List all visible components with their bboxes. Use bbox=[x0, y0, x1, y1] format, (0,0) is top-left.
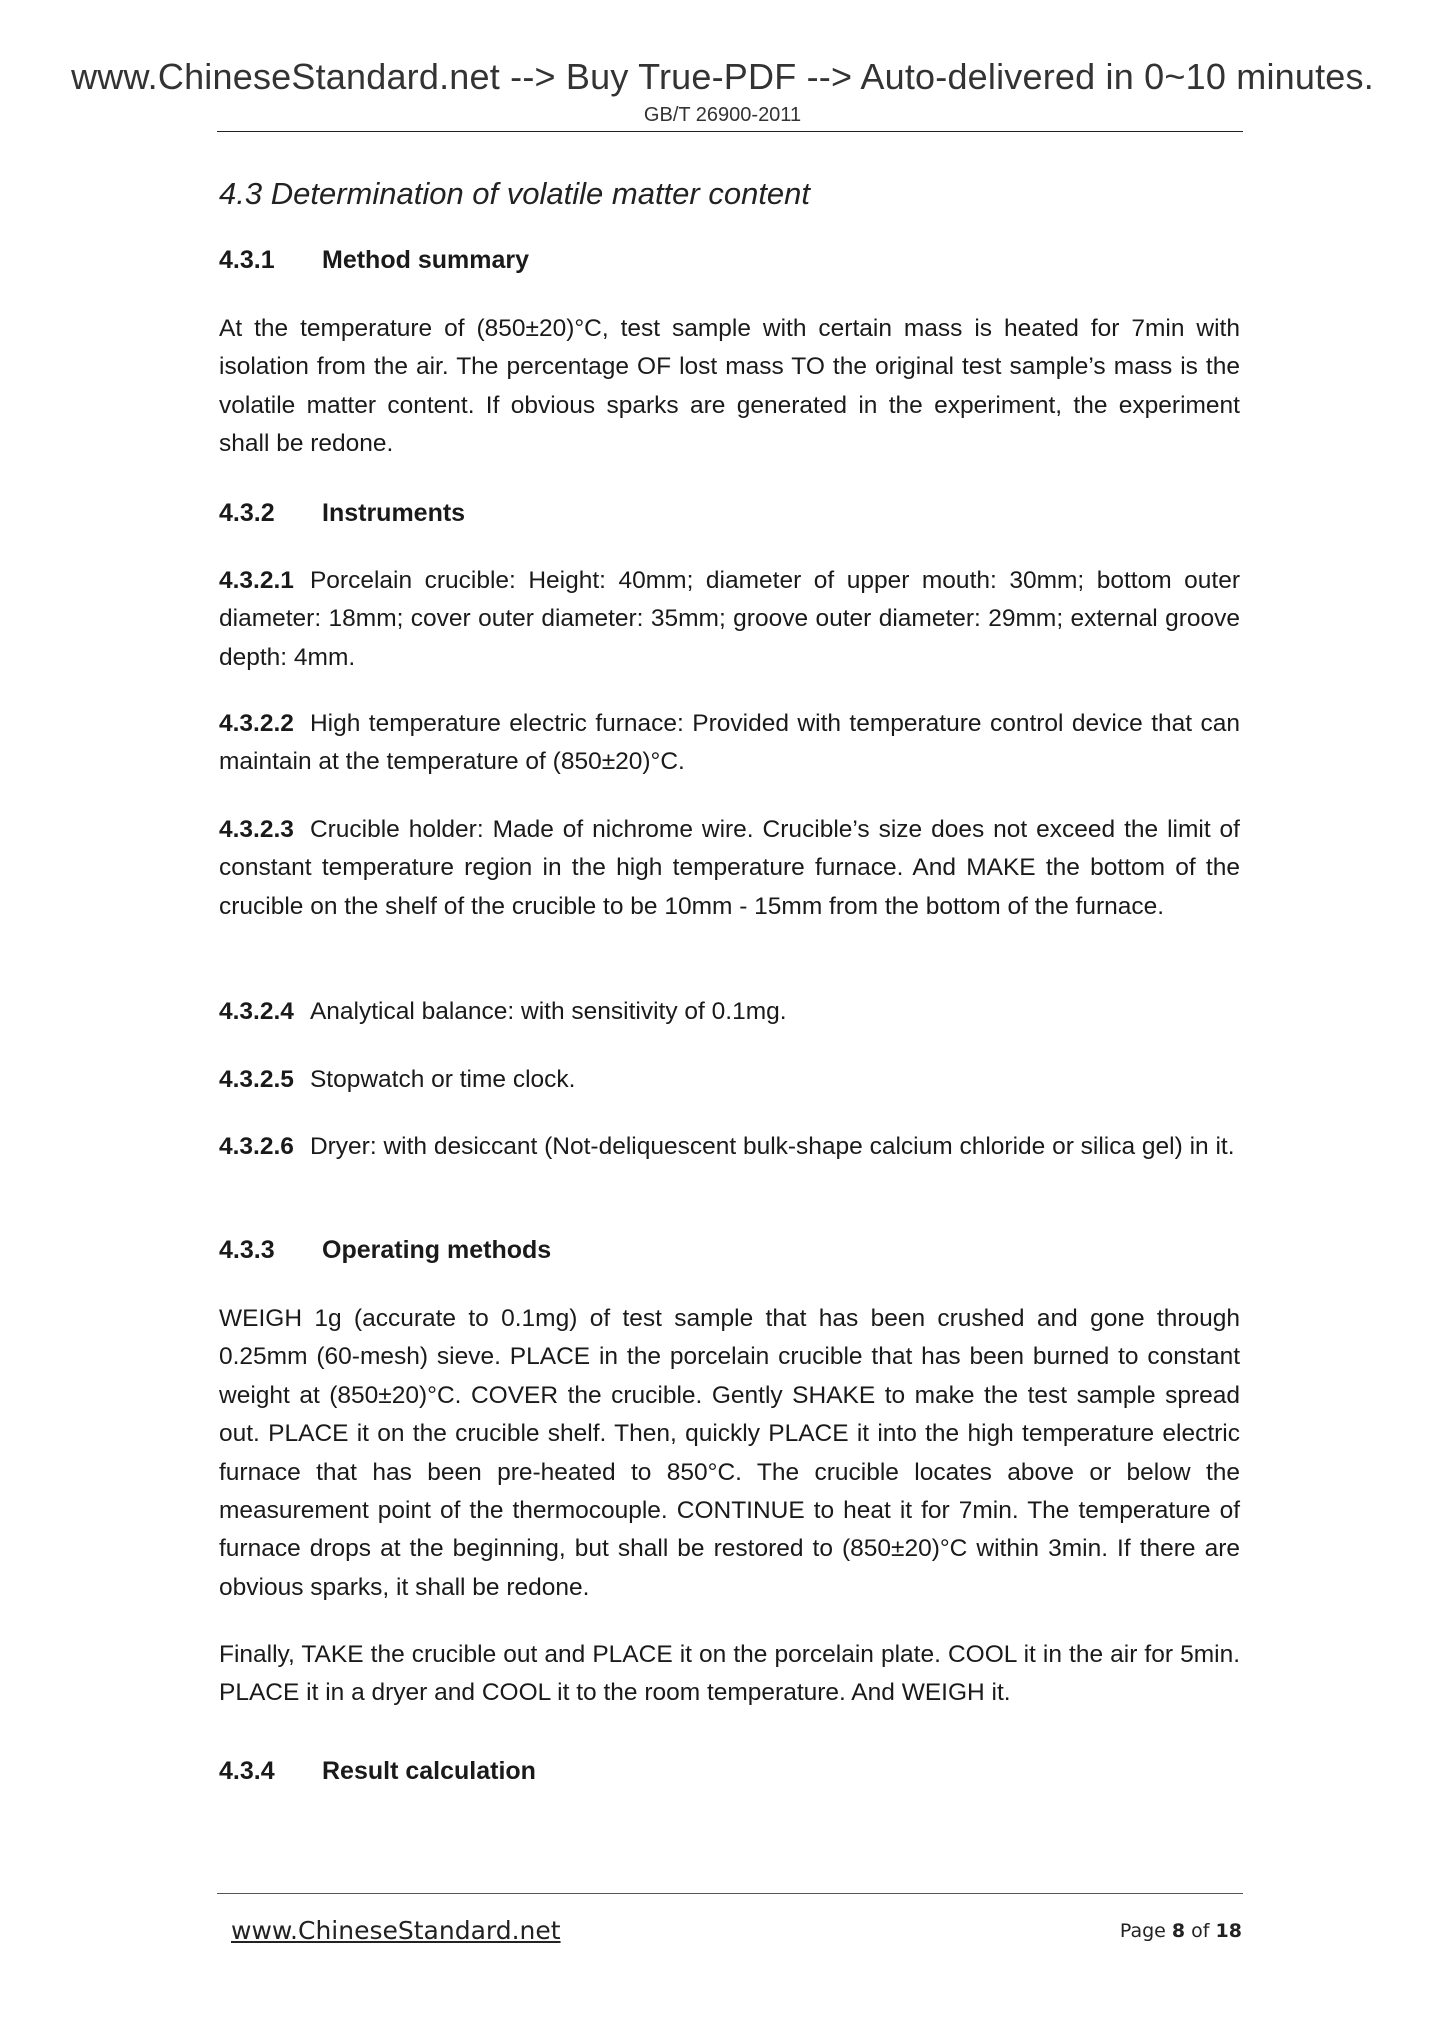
section-title: 4.3 Determination of volatile matter content bbox=[219, 176, 811, 211]
item-text: Analytical balance: with sensitivity of 0.1mg. bbox=[309, 998, 787, 1025]
header-divider bbox=[217, 131, 1243, 132]
instrument-item bbox=[219, 1061, 1240, 1099]
heading-number: 4.3.2 bbox=[219, 499, 275, 527]
method-summary-paragraph: At the temperature of (850±20)°C, test sample with certain mass is heated for 7min with isolation from the air. The percentage OF lost mass TO the original test sample’s mass is the volatile matter content. If obvious sparks are generated in the experiment, the experiment shall be redone. bbox=[219, 315, 1240, 458]
heading-number: 4.3.3 bbox=[219, 1236, 275, 1264]
item-number: 4.3.2.3 bbox=[219, 816, 294, 843]
item-text: Stopwatch or time clock. bbox=[309, 1066, 576, 1093]
heading-method-summary bbox=[219, 246, 529, 275]
heading-number: 4.3.1 bbox=[219, 246, 275, 274]
instrument-item bbox=[219, 811, 1240, 926]
item-text: Porcelain crucible: Height: 40mm; diameter of upper mouth: 30mm; bottom outer diameter: 18mm; cover outer diameter: 35mm; groove outer diameter: 29mm; external groove depth: 4mm. bbox=[219, 567, 1240, 671]
standard-code: GB/T 26900-2011 bbox=[643, 104, 802, 126]
heading-number: 4.3.4 bbox=[219, 1757, 275, 1785]
footer-divider bbox=[217, 1893, 1243, 1894]
instrument-item bbox=[219, 562, 1240, 677]
heading-text: Result calculation bbox=[322, 1757, 536, 1785]
page-current: 8 bbox=[1171, 1920, 1186, 1942]
item-text: Crucible holder: Made of nichrome wire. Crucible’s size does not exceed the limit of constant temperature region in the high temperature furnace. And MAKE the bottom of the crucible on the shelf of the crucible to be 10mm - 15mm from the bottom of the furnace. bbox=[219, 816, 1240, 920]
heading-instruments bbox=[219, 499, 465, 528]
item-number: 4.3.2.5 bbox=[219, 1066, 294, 1093]
heading-text: Operating methods bbox=[322, 1236, 552, 1264]
page-total: 18 bbox=[1215, 1920, 1242, 1942]
heading-result-calculation bbox=[219, 1757, 536, 1786]
instrument-item bbox=[219, 1128, 1240, 1166]
operating-methods-paragraph-2: Finally, TAKE the crucible out and PLACE it on the porcelain plate. COOL it in the air for 5min. PLACE it in a dryer and COOL it to the room temperature. And WEIGH it. bbox=[219, 1641, 1240, 1707]
instrument-item bbox=[219, 705, 1240, 782]
operating-methods-paragraph: WEIGH 1g (accurate to 0.1mg) of test sample that has been crushed and gone through 0.25mm (60-mesh) sieve. PLACE in the porcelain crucible that has been burned to constant weight at (850±20)°C. COVER the crucible. Gently SHAKE to make the test sample spread out. PLACE it on the crucible shelf. Then, quickly PLACE it into the high temperature electric furnace that has been pre-heated to 850°C. The crucible locates above or below the measurement point of the thermocouple. CONTINUE to heat it for 7min. The temperature of furnace drops at the beginning, but shall be restored to (850±20)°C within 3min. If there are obvious sparks, it shall be redone. bbox=[219, 1305, 1240, 1601]
item-number: 4.3.2.4 bbox=[219, 998, 294, 1025]
header-banner[interactable]: www.ChineseStandard.net --> Buy True-PDF --> Auto-delivered in 0~10 minutes. bbox=[71, 56, 1374, 97]
page-indicator bbox=[1120, 1920, 1242, 1942]
heading-text: Instruments bbox=[322, 499, 466, 527]
footer-website-link[interactable]: www.ChineseStandard.net bbox=[231, 1916, 561, 1945]
item-text: High temperature electric furnace: Provided with temperature control device that can maintain at the temperature of (850±20)°C. bbox=[219, 710, 1240, 776]
heading-operating-methods bbox=[219, 1236, 551, 1265]
item-number: 4.3.2.1 bbox=[219, 567, 294, 594]
instrument-item bbox=[219, 993, 1240, 1031]
heading-text: Method summary bbox=[322, 246, 529, 274]
item-number: 4.3.2.6 bbox=[219, 1133, 294, 1160]
page-label: Page bbox=[1119, 1920, 1166, 1942]
item-number: 4.3.2.2 bbox=[219, 710, 294, 737]
item-text: Dryer: with desiccant (Not-deliquescent bulk-shape calcium chloride or silica gel) in it. bbox=[309, 1133, 1235, 1160]
page-of: of bbox=[1191, 1920, 1210, 1942]
